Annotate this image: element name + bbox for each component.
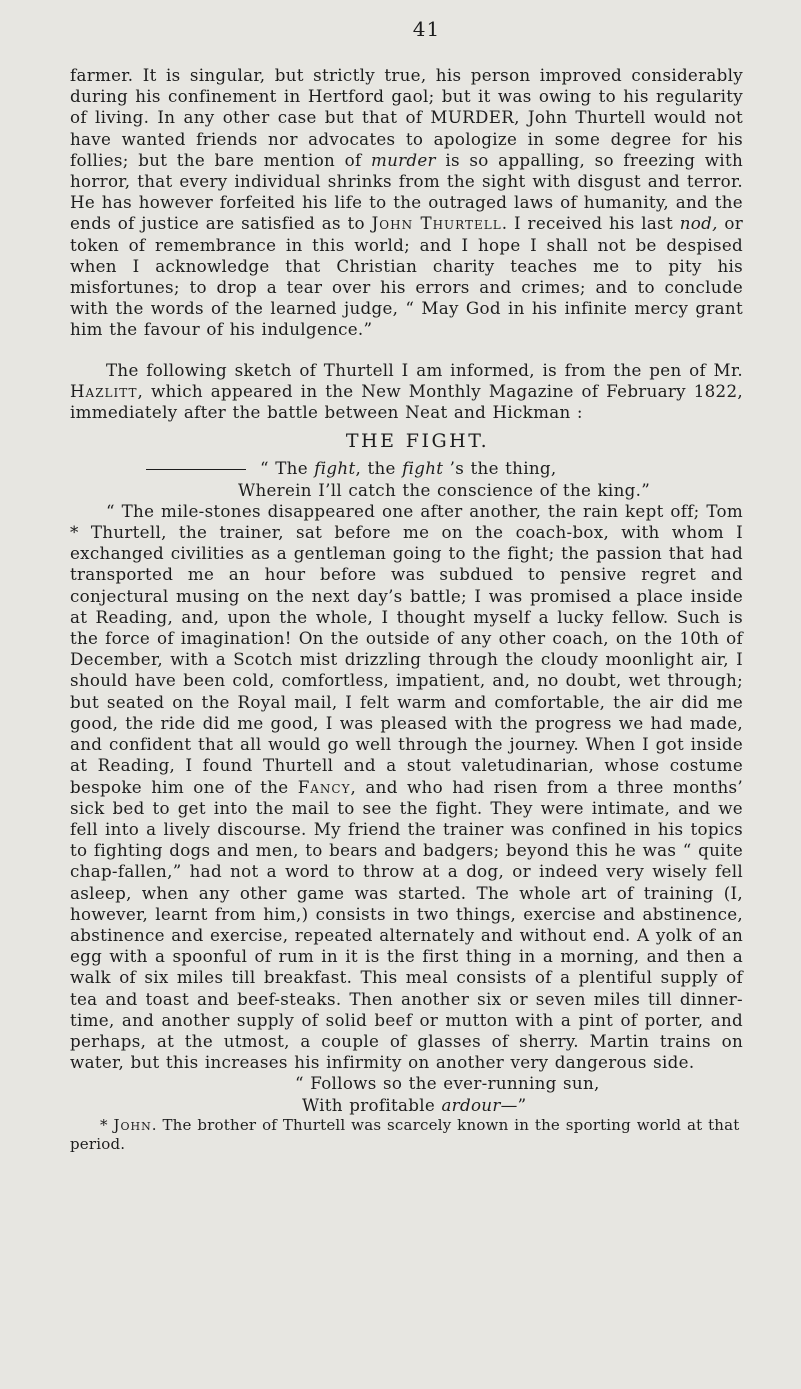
epigraph-line-1-text xyxy=(260,458,557,478)
text-run: “ The mile-stones disappeared one after another, the rain kept off; Tom * Thurtell, the trainer, sat before me on the coach-box, with whom I exchanged civilities as a gentleman going to the fight; the passion that had transported me an hour before was subdued to pensive regret and conjectural musing on the next day’s battle; I was promised a place inside at Reading, and, upon the whole, I thought myself a lucky fellow. Such is the force of imagination! On the outside of any other coach, on the 10th of December, with a Scotch mist drizzling through the cloudy moonlight air, I should have been cold, comfortless, impatient, and, no doubt, wet through; but seated on the Royal mail, I felt warm and comfortable, the air did me good, the ride did me good, I was pleased with the progress we had made, and confident that all would go well through the journey. When I got inside at Reading, I found Thurtell and a stout valetudinarian, whose costume bespoke him one of the xyxy=(70,500,743,797)
text-run: farmer. It is singular, but strictly true, his person improved considerably during his confinement in Hertford gaol; but it was owing to his regularity of living. In any other case but that of MURDER, John Thurtell would not have wanted friends nor advocates to apologize in some degree for his follies; but the bare mention of xyxy=(70,65,743,170)
italic-run: murder xyxy=(370,149,436,170)
paragraph-fight-narrative xyxy=(70,501,743,1073)
text-run: * xyxy=(100,1115,114,1134)
text-run: , and who had risen from a three months’ sick bed to get into the mail to see the fight. They were intimate, and we fell into a lively discourse. My friend the trainer was confined in his topics to fighting dogs and men, to bears and badgers; beyond this he was “ quite chap-fallen,” had not a word to throw at a dog, or indeed very wisely fell asleep, when any other game was started. The whole art of training (I, however, learnt from him,) consists in two things, exercise and abstinence, abstinence and exercise, repeated alternately and without end. A yolk of an egg with a spoonful of rum in it is the first thing in a morning, and then a walk of six miles till breakfast. This meal consists of a plentiful supply of tea and toast and beef-steaks. Then another six or seven miles till dinner-time, and another supply of solid beef or mutton with a pint of porter, and perhaps, at the utmost, a couple of glasses of sherry. Martin trains on water, but this increases his infirmity on another very dangerous side. xyxy=(70,776,743,1073)
text-run: or token of remembrance in this world; and I hope I shall not be despised when I acknowledge that Christian charity teaches me to pity his misfortunes; to drop a tear over his errors and crimes; and to conclude with the words of the learned judge, “ May God in his infinite mercy grant him the favour of his indulgence.” xyxy=(70,213,743,340)
small-caps-run: Hazlitt xyxy=(70,380,138,401)
italic-run: nod, xyxy=(679,213,718,234)
small-caps-run: John Thurtell xyxy=(371,213,502,234)
text-run: —” xyxy=(500,1094,527,1115)
page-body xyxy=(70,65,743,1154)
italic-run: fight xyxy=(402,458,444,479)
paragraph-hazlitt-intro xyxy=(70,360,743,424)
text-run: , which appeared in the New Monthly Magazine of February 1822, immediately after the battle between Neat and Hickman : xyxy=(70,380,743,423)
section-heading: THE FIGHT. xyxy=(345,430,490,453)
page-number: 41 xyxy=(412,17,441,41)
text-run: ’s the thing, xyxy=(443,458,557,479)
footnote xyxy=(70,1116,743,1154)
verse-line-2 xyxy=(70,1095,743,1116)
text-run: . I received his last xyxy=(501,213,680,234)
small-caps-run: John xyxy=(113,1115,152,1134)
text-run: , the xyxy=(355,458,403,479)
text-run: is so appalling, so freezing with horror, that every individual shrinks from the sight with disgust and terror. He has however forfeited his life to the outraged laws of humanity, and the ends of justice are satisfied as to xyxy=(70,149,744,234)
epigraph-line-1 xyxy=(70,458,743,479)
verse-line-1: “ Follows so the ever-running sun, xyxy=(295,1073,600,1094)
text-run: The following sketch of Thurtell I am informed, is from the pen of Mr. xyxy=(106,359,743,380)
paragraph-thurtell-conclusion xyxy=(70,65,743,341)
text-run: With profitable xyxy=(302,1094,442,1115)
italic-run: fight xyxy=(314,458,356,479)
em-rule xyxy=(146,469,246,470)
italic-run: ardour xyxy=(441,1094,501,1115)
small-caps-run: Fancy xyxy=(297,776,351,797)
text-run: . The brother of Thurtell was scarcely known in the sporting world at that period. xyxy=(70,1115,740,1153)
text-run: “ The xyxy=(260,458,315,479)
epigraph-line-2: Wherein I’ll catch the conscience of the king.” xyxy=(238,479,651,500)
